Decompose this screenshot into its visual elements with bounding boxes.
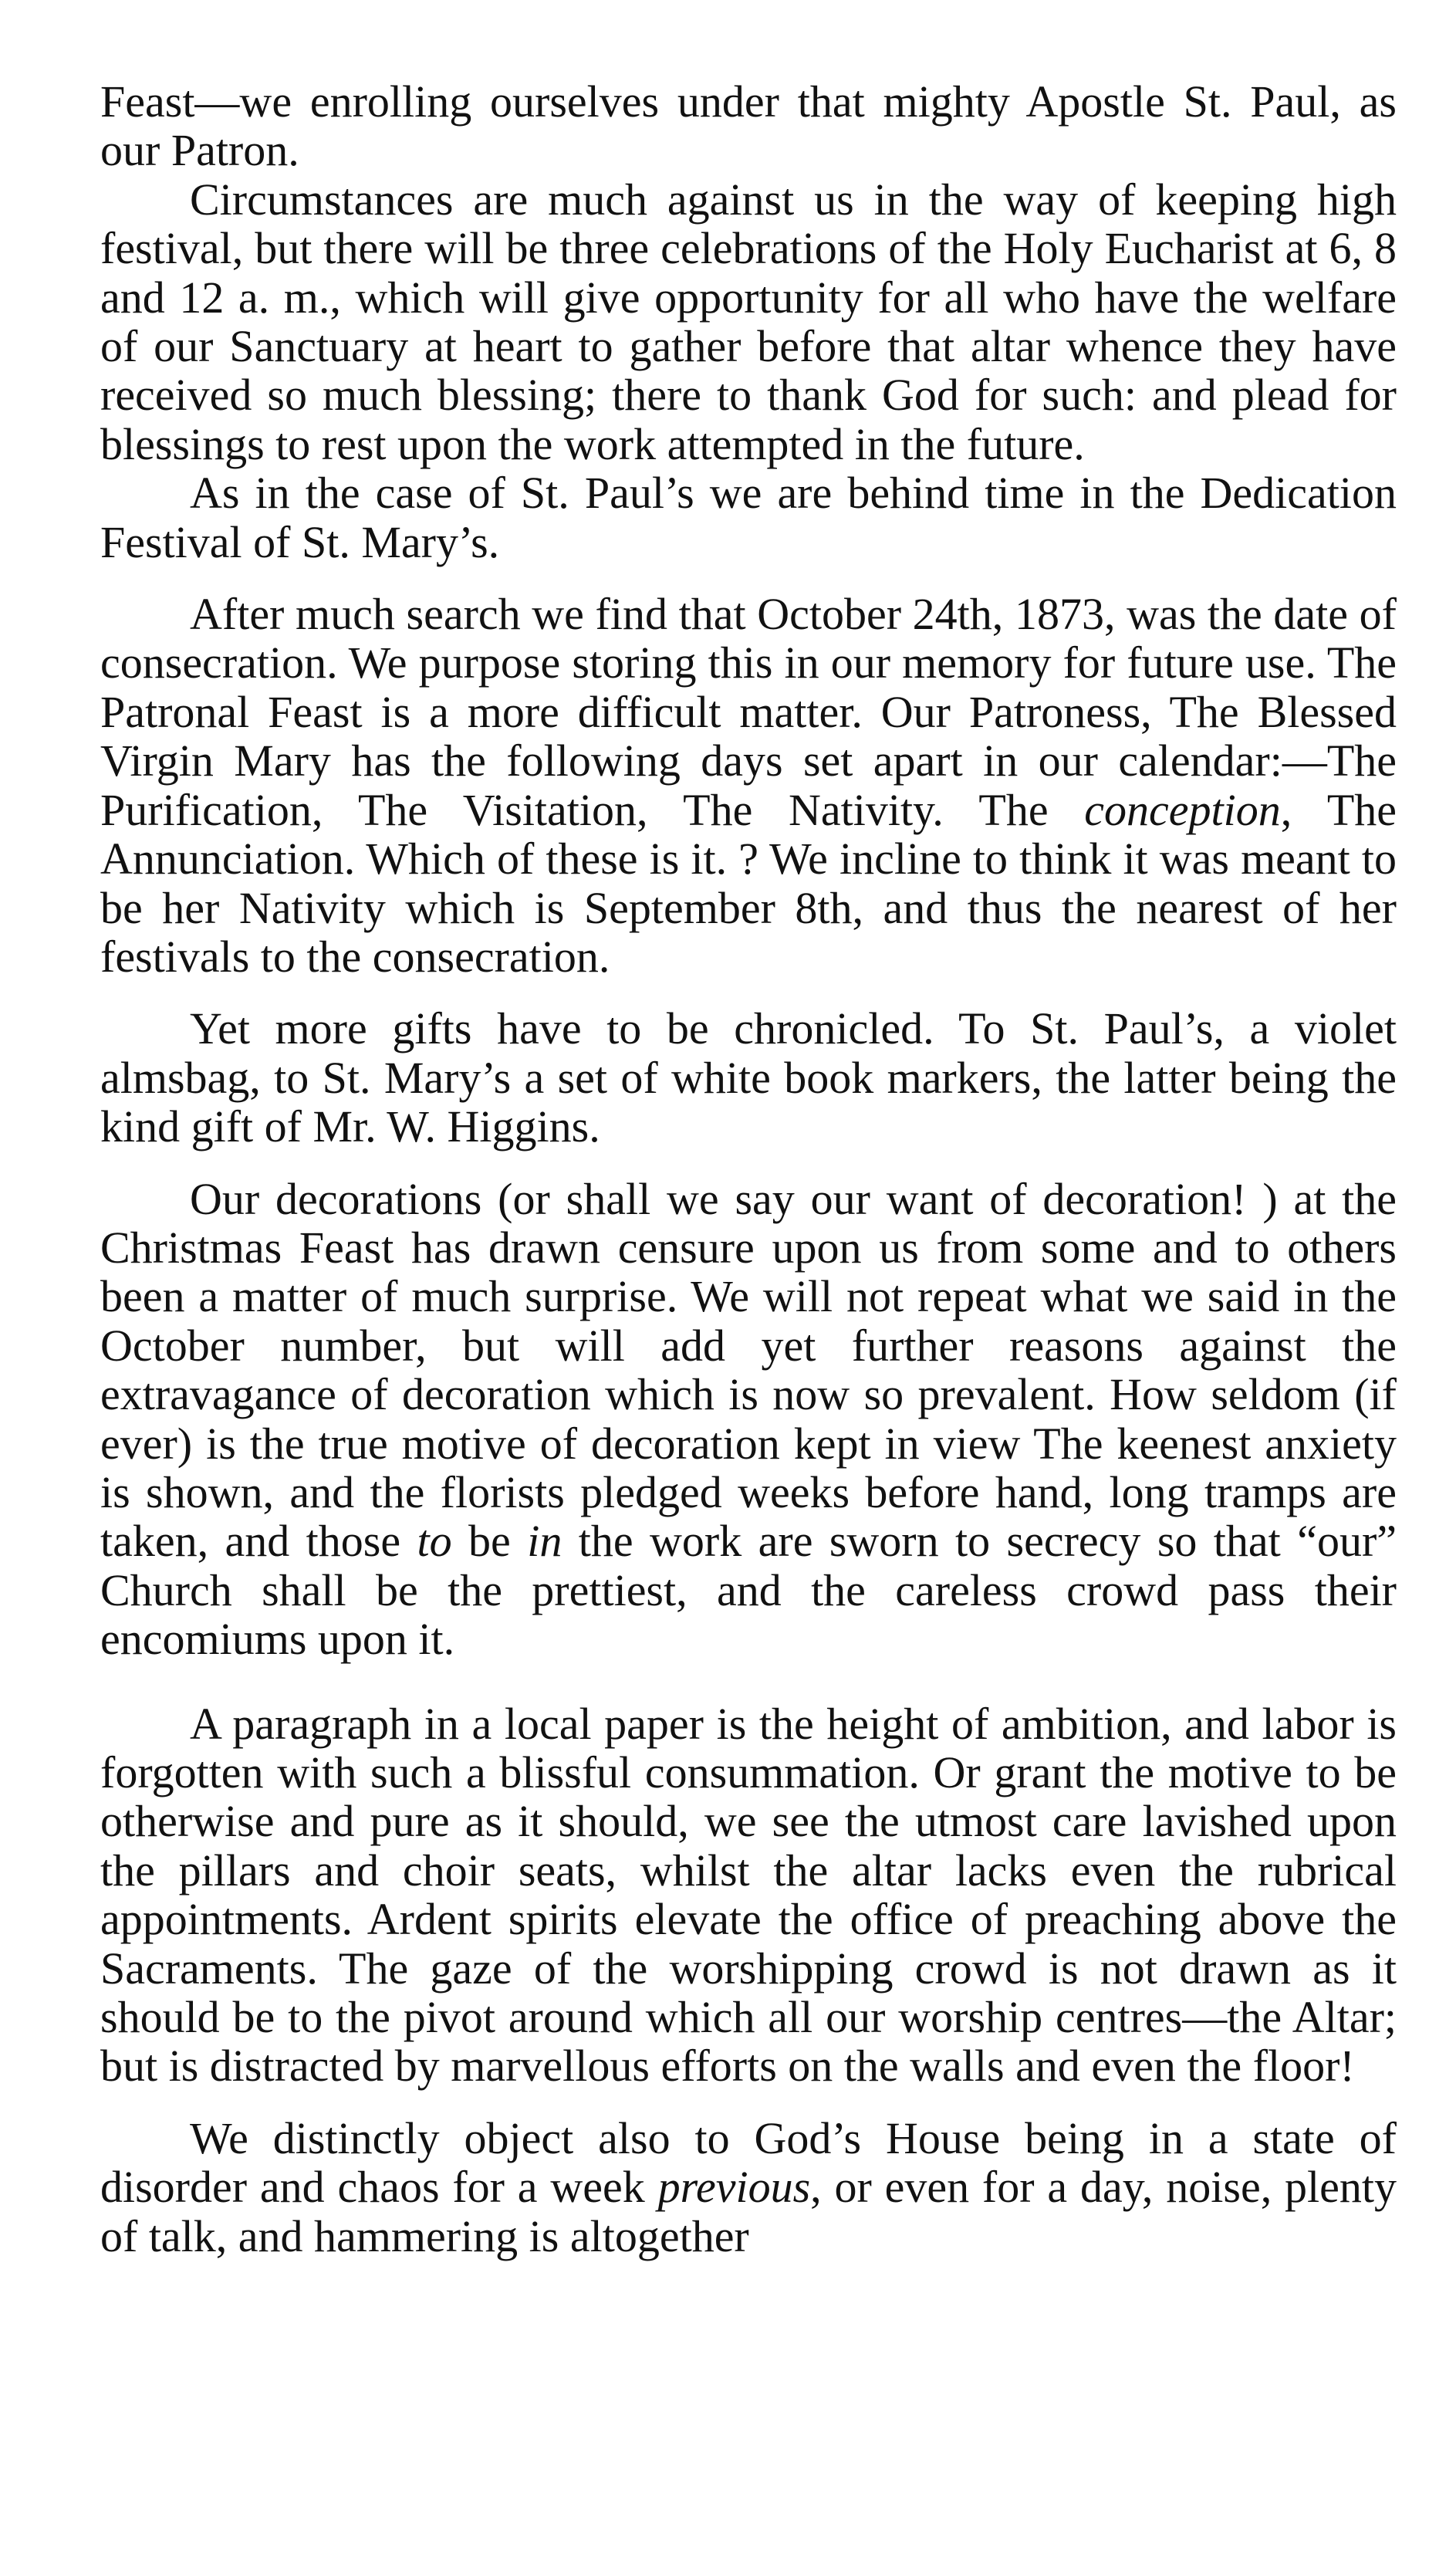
consecration-text-1: After much search we find that October 24th, 1873, was the date of consecration. We purpose storing this in our memory for future use. The Patronal Feast is a more difficult matter. Our Patroness, The Blessed Virgin Mary has the following days set apart in our calendar:—The Purification, The Visitation, The Nativity. The (100, 589, 1397, 835)
disorder-text-1: We distinctly object also to God’s House being in a state of disorder and chaos for a week (100, 2112, 1397, 2213)
paragraph-patron: Feast—we enrolling ourselves under that mighty Apostle St. Paul, as our Patron. (100, 76, 1397, 176)
paragraph-celebrations: Circumstances are much against us in the way of keeping high festival, but there will be three celebrations of the Holy Eucharist at 6, 8 and 12 a. m., which will give opportunity for all who have the welfare of our Sanctuary at heart to gather before that altar whence they have received so much blessing; there to thank God for such: and plead for blessings to rest upon the work attempted in the future. (100, 174, 1397, 469)
paragraph-ambition: A paragraph in a local paper is the height of ambition, and labor is forgotten with such a blissful consummation. Or grant the motive to be otherwise and pure as it should, we see the utmost care lavished upon the pillars and choir seats, whilst the altar lacks even the rubrical appointments. Ardent spirits elevate the office of preaching above the Sacraments. The gaze of the worshipping crowd is not drawn as it should be to the pivot around which all our worship centres—the Altar; but is distracted by marvellous efforts on the walls and even the floor! (100, 1698, 1397, 2092)
paragraph-consecration (100, 590, 1397, 981)
paragraph-dedication: As in the case of St. Paul’s we are behind time in the Dedication Festival of St. Mary’s. (100, 468, 1397, 567)
decorations-text-3: the work are sworn to secrecy so that “our” Church shall be the prettiest, and the careless crowd pass their encomiums upon it. (100, 1516, 1397, 1665)
decorations-text-2: be (451, 1516, 528, 1567)
newspaper-column (100, 77, 1397, 2261)
paragraph-disorder (100, 2114, 1397, 2261)
consecration-text-2: , The Annunciation. Which of these is it. ? We incline to think it was meant to be her Nativity which is September 8th, and thus the nearest of her festivals to the consecration. (100, 784, 1397, 982)
decorations-text-1: Our decorations (or shall we say our want of decoration! ) at the Christmas Feast has drawn censure upon us from some and to others been a matter of much surprise. We will not repeat what we said in the October number, but will add yet further reasons against the extravagance of decoration which is now so prevalent. How seldom (if ever) is the true motive of decoration kept in view The keenest anxiety is shown, and the florists pledged weeks before hand, long tramps are taken, and those (100, 1173, 1397, 1567)
paragraph-gifts: Yet more gifts have to be chronicled. To St. Paul’s, a violet almsbag, to St. Mary’s a set of white book markers, the latter being the kind gift of Mr. W. Higgins. (100, 1003, 1397, 1152)
decorations-italic-in: in (527, 1516, 562, 1567)
decorations-italic-to: to (417, 1516, 452, 1567)
disorder-text-2: , or even for a day, noise, plenty of talk, and hammering is altogether (100, 2162, 1397, 2261)
consecration-italic: conception (1084, 784, 1281, 835)
disorder-italic: previous (657, 2162, 811, 2213)
paragraph-decorations (100, 1175, 1397, 1664)
